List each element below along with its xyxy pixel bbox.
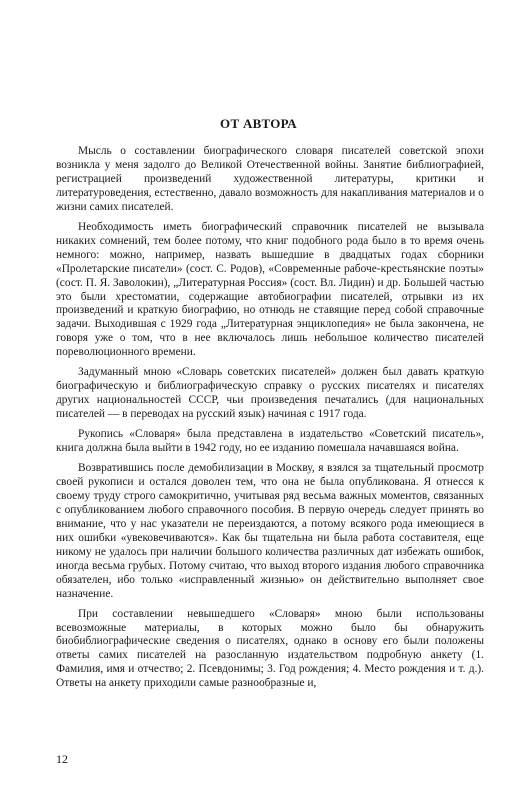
body-text bbox=[56, 145, 484, 697]
paragraph: При составлении невышедшего «Словаря» мною были использованы всевозможные материалы, в которых можно было бы обнаружить биобиблиографические сведения о писателях, однако в основу его были положены ответы самих писателей на разосланную издательством подробную анкету (1. Фамилия, имя и отчество; 2. Псевдонимы; 3. Год рождения; 4. Место рождения и т. д.). Ответы на анкету приходили самые разнообразные и, bbox=[56, 607, 484, 690]
page-number: 12 bbox=[56, 752, 68, 766]
page-title: ОТ АВТОРА bbox=[220, 116, 297, 131]
paragraph: Задуманный мною «Словарь советских писателей» должен был давать краткую биографическую и библиографическую справку о русских писателях и писателях других национальностей СССР, чьи произведения печатались (для национальных писателей — в переводах на русский язык) начиная с 1917 года. bbox=[56, 366, 484, 421]
paragraph: Возвратившись после демобилизации в Москву, я взялся за тщательный просмотр своей рукописи и остался доволен тем, что она не была опубликована. Я отнесся к своему труду строго самокритично, учитывая ряд весьма важных моментов, связанных с опубликованием любого справочного пособия. В первую очередь следует принять во внимание, что у нас указатели не переиздаются, а потому всякого рода имеющиеся в них ошибки «увековечиваются». Как бы тщательна ни была работа составителя, еще никому не удалось при наличии большого количества различных дат избежать ошибок, иногда весьма грубых. Потому считаю, что выход второго издания любого справочника обязателен, ибо только «исправленный жизнью» он действительно выполняет свое назначение. bbox=[56, 462, 484, 600]
paragraph: Рукопись «Словаря» была представлена в издательство «Советский писатель», книга должна была выйти в 1942 году, но ее изданию помешала начавшаяся война. bbox=[56, 428, 484, 455]
paragraph: Необходимость иметь биографический справочник писателей не вызывала никаких сомнений, тем более потому, что книг подобного рода было в то время очень немного: можно, например, назвать вышедшие в двадцатых годах сборники «Пролетарские писатели» (сост. С. Родов), «Современные рабоче-крестьянские поэты» (сост. П. Я. Заволокин), „Литературная Россия» (сост. Вл. Лидин) и др. Большей частью это были хрестоматии, содержащие автобиографии писателей, отрывки из их произведений и краткую биографию, но отнюдь не ставящие перед собой справочные задачи. Выходившая с 1929 года „Литературная энциклопедия» не была закончена, не говоря уже о том, что в нее включалось лишь небольшое количество писателей пореволюционного времени. bbox=[56, 220, 484, 359]
paragraph: Мысль о составлении биографического словаря писателей советской эпохи возникла у меня задолго до Великой Отечественной войны. Занятие библиографией, регистрацией произведений художественной литературы, критики и литературоведения, естественно, давало возможность для накапливания материалов и о жизни самих писателей. bbox=[56, 145, 484, 213]
